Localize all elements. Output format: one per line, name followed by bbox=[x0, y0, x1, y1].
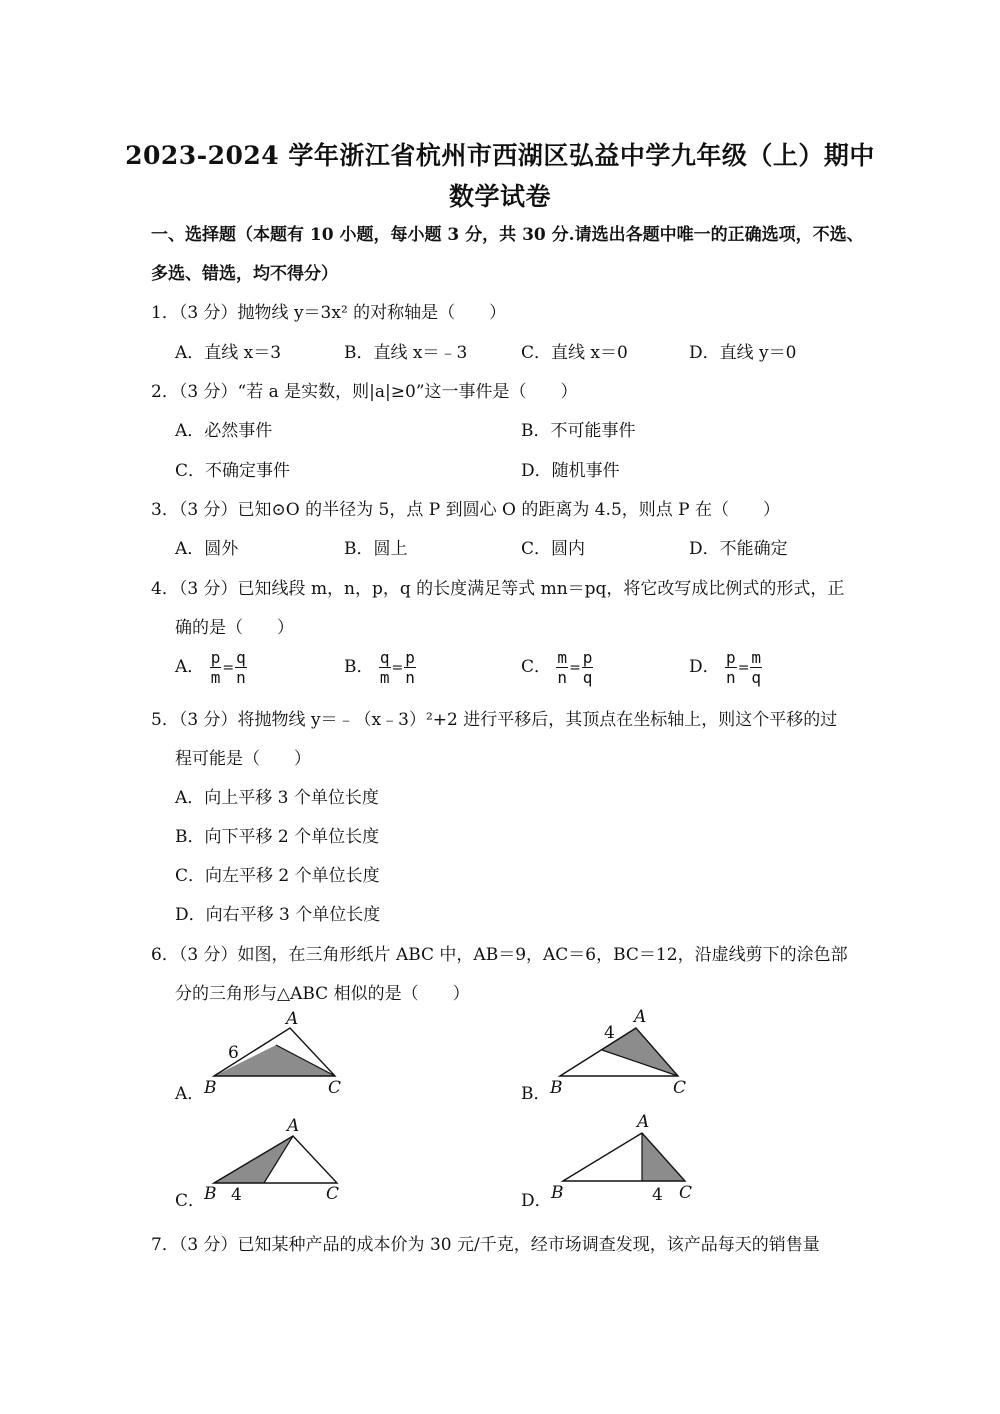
q6-stem-line2: 分的三角形与△ABC 相似的是（ ） bbox=[175, 984, 470, 1004]
vertex-label-a: A bbox=[286, 1009, 299, 1029]
q6-option-b-label: B． bbox=[521, 1084, 551, 1104]
denominator: q bbox=[582, 668, 593, 687]
numerator: q bbox=[379, 648, 390, 667]
q3-stem: 3．（3 分）已知⊙O 的半径为 5，点 P 到圆心 O 的距离为 4.5，则点 P 在（ ） bbox=[151, 500, 781, 520]
q5-option-a: A．向上平移 3 个单位长度 bbox=[175, 788, 379, 808]
q2-option-a: A．必然事件 bbox=[175, 421, 273, 441]
exam-title-line1: 2023-2024 学年浙江省杭州市西湖区弘益中学九年级（上）期中 bbox=[125, 141, 875, 170]
q6-option-a-label: A． bbox=[175, 1084, 205, 1104]
denominator: n bbox=[726, 668, 736, 687]
q7-stem-line1: 7．（3 分）已知某种产品的成本价为 30 元/千克，经市场调查发现，该产品每天的销售量 bbox=[151, 1235, 820, 1255]
q3-option-c: C．圆内 bbox=[521, 539, 586, 559]
vertex-label-c: C bbox=[679, 1183, 693, 1203]
q5-option-d: D．向右平移 3 个单位长度 bbox=[175, 905, 381, 925]
denominator: m bbox=[379, 668, 390, 687]
denominator: n bbox=[405, 668, 415, 687]
denominator: q bbox=[751, 668, 762, 687]
denominator: n bbox=[236, 668, 246, 687]
q4-option-a-label: A． bbox=[175, 657, 205, 677]
vertex-label-c: C bbox=[328, 1078, 342, 1098]
vertex-label-c: C bbox=[673, 1078, 687, 1098]
q5-option-c: C．向左平移 2 个单位长度 bbox=[175, 866, 380, 886]
q6-figure-a bbox=[203, 1009, 341, 1098]
q5-option-b: B．向下平移 2 个单位长度 bbox=[175, 827, 380, 847]
equals-sign: = bbox=[569, 659, 581, 676]
denominator: n bbox=[557, 668, 568, 687]
vertex-label-b: B bbox=[204, 1184, 217, 1204]
vertex-label-b: B bbox=[204, 1078, 217, 1098]
vertex-label-a: A bbox=[637, 1112, 650, 1132]
numerator: q bbox=[236, 648, 246, 667]
vertex-label-b: B bbox=[550, 1078, 563, 1098]
numerator: m bbox=[751, 648, 762, 667]
q6-option-d-label: D． bbox=[521, 1191, 552, 1211]
side-length-label: 6 bbox=[228, 1043, 239, 1063]
numerator: p bbox=[210, 648, 221, 667]
vertex-label-c: C bbox=[326, 1184, 340, 1204]
q4-option-c-label: C． bbox=[521, 657, 552, 677]
q3-option-b: B．圆上 bbox=[344, 539, 408, 559]
q4-stem-line2: 确的是（ ） bbox=[175, 618, 294, 638]
equals-sign: = bbox=[737, 659, 750, 676]
q1-stem: 1．（3 分）抛物线 y＝3x² 的对称轴是（ ） bbox=[151, 303, 507, 323]
q1-option-c: C．直线 x＝0 bbox=[521, 343, 628, 363]
vertex-label-a: A bbox=[634, 1007, 647, 1027]
side-length-label: 4 bbox=[652, 1185, 663, 1205]
q6-figure-d bbox=[550, 1112, 692, 1205]
q4-option-d-label: D． bbox=[689, 657, 720, 677]
numerator: p bbox=[726, 648, 736, 667]
q2-option-d: D．随机事件 bbox=[521, 461, 620, 481]
q6-figure-b bbox=[549, 1007, 686, 1098]
q6-stem-line1: 6．（3 分）如图，在三角形纸片 ABC 中，AB＝9，AC＝6，BC＝12，沿虚线剪下的涂色部 bbox=[151, 945, 848, 965]
q2-option-b: B．不可能事件 bbox=[521, 421, 636, 441]
q1-option-a: A．直线 x＝3 bbox=[175, 343, 282, 363]
q3-option-d: D．不能确定 bbox=[689, 539, 788, 559]
q2-option-c: C．不确定事件 bbox=[175, 461, 291, 481]
vertex-label-a: A bbox=[287, 1116, 300, 1136]
side-length-label: 4 bbox=[231, 1185, 242, 1205]
q1-option-b: B．直线 x＝﹣3 bbox=[344, 343, 468, 363]
numerator: p bbox=[582, 648, 593, 667]
q4-option-b-label: B． bbox=[344, 657, 374, 677]
q1-option-d: D．直线 y＝0 bbox=[689, 343, 797, 363]
equals-sign: = bbox=[222, 659, 235, 676]
q2-stem: 2．（3 分）“若 a 是实数，则|a|≥0”这一事件是（ ） bbox=[151, 382, 578, 402]
numerator: m bbox=[557, 648, 568, 667]
exam-title-line2: 数学试卷 bbox=[448, 182, 551, 211]
q5-stem-line2: 程可能是（ ） bbox=[175, 749, 311, 769]
side-length-label: 4 bbox=[604, 1023, 615, 1043]
equals-sign: = bbox=[391, 659, 404, 676]
q5-stem-line1: 5．（3 分）将抛物线 y＝﹣（x﹣3）²+2 进行平移后，其顶点在坐标轴上，则这个平移的过 bbox=[151, 710, 838, 730]
section-heading-line1: 一、选择题（本题有 10 小题，每小题 3 分，共 30 分.请选出各题中唯一的正确选项，不选、 bbox=[151, 225, 864, 245]
q4-stem-line1: 4．（3 分）已知线段 m，n，p，q 的长度满足等式 mn＝pq，将它改写成比例式的形式，正 bbox=[151, 579, 845, 599]
q6-option-c-label: C． bbox=[175, 1191, 206, 1211]
denominator: m bbox=[210, 668, 221, 687]
vertex-label-b: B bbox=[551, 1183, 564, 1203]
q6-figure-c bbox=[203, 1116, 339, 1205]
numerator: p bbox=[405, 648, 415, 667]
q3-option-a: A．圆外 bbox=[175, 539, 239, 559]
section-heading-line2: 多选、错选，均不得分） bbox=[151, 264, 338, 284]
